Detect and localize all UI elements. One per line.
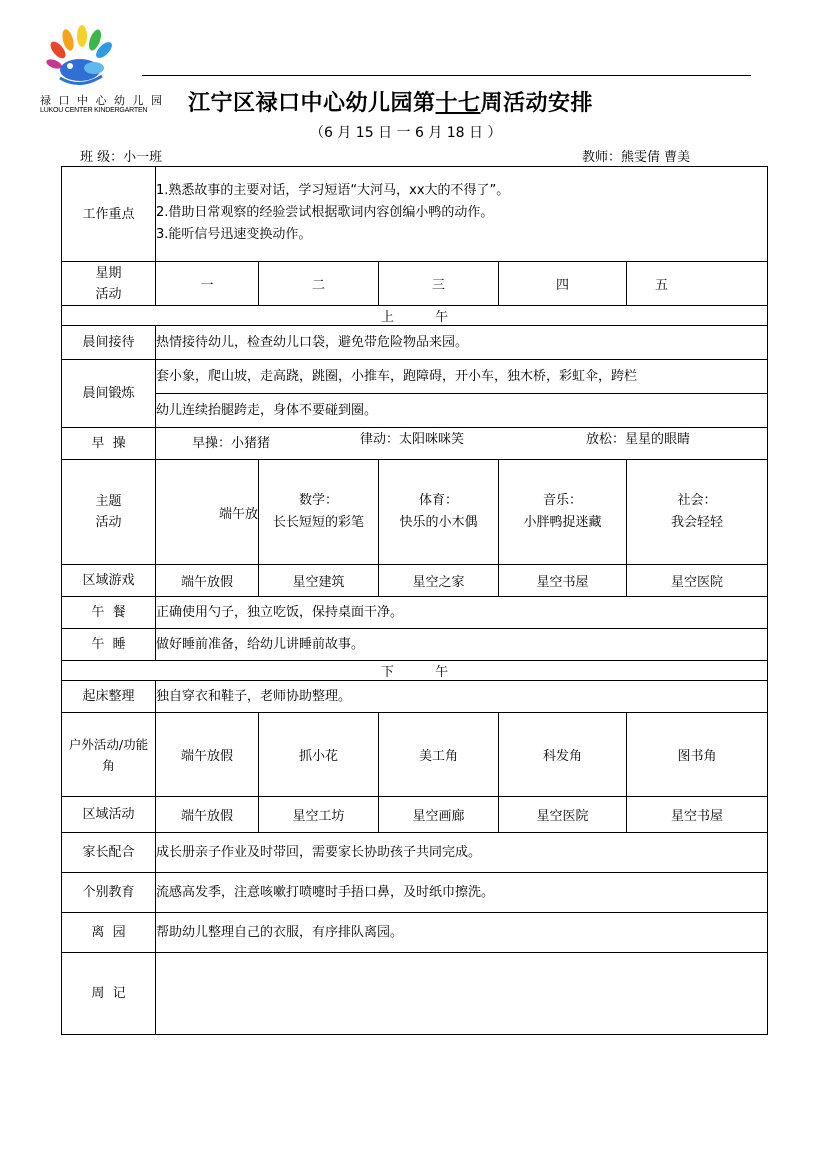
row-morning-section	[62, 306, 768, 326]
date-range: （6 月 15 日 一 6 月 18 日 ）	[310, 125, 502, 141]
theme-label	[62, 460, 156, 565]
theme-cell-line1: 端午放	[218, 506, 258, 522]
weekday-cell: 四	[499, 262, 627, 306]
individual-text: 流感高发季，注意咳嗽打喷嚏时手捂口鼻，及时纸巾擦洗。	[156, 873, 768, 913]
lunch-label: 午 餐	[62, 597, 156, 629]
drill-text: 早操：小猪猪	[192, 436, 271, 451]
theme-cell-line1: 音乐：	[542, 493, 582, 508]
work-focus-content	[156, 167, 768, 262]
area-activities-label: 区域活动	[62, 797, 156, 833]
theme-cell-line1: 数学：	[298, 493, 338, 508]
leaving-label: 离 园	[62, 913, 156, 953]
leaving-text: 帮助幼儿整理自己的衣服，有序排队离园。	[156, 913, 768, 953]
title-suffix: 周活动安排	[480, 90, 594, 116]
morning-exercise-line2: 幼儿连续抬腿跨走，身体不要碰到圈。	[156, 394, 768, 428]
row-parent	[62, 833, 768, 873]
logo-chinese-text: 禄 口 中 心 幼 儿 园	[40, 94, 164, 107]
row-wakeup	[62, 681, 768, 713]
area-games-cell: 星空之家	[379, 565, 499, 597]
row-afternoon-section	[62, 661, 768, 681]
row-area-games	[62, 565, 768, 597]
outdoor-cell: 抓小花	[259, 713, 379, 797]
row-theme	[62, 460, 768, 565]
theme-cell-line2: 快乐的小木偶	[399, 515, 478, 530]
row-morning-reception	[62, 326, 768, 360]
row-individual	[62, 873, 768, 913]
parent-label: 家长配合	[62, 833, 156, 873]
row-weekly-notes	[62, 953, 768, 1035]
row-work-focus	[62, 167, 768, 262]
theme-label-line1: 主题	[95, 494, 122, 509]
weekly-notes-label: 周 记	[62, 953, 156, 1035]
morning-reception-label: 晨间接待	[62, 326, 156, 360]
weekday-cell: 一	[156, 262, 259, 306]
rhythm-text: 律动：太阳咪咪笑	[360, 432, 465, 447]
row-leaving	[62, 913, 768, 953]
theme-cell-line1: 社会：	[677, 493, 717, 508]
teacher-label: 教师：熊雯倩 曹美	[582, 150, 691, 165]
row-area-activities	[62, 797, 768, 833]
area-activities-cell: 端午放假	[156, 797, 259, 833]
area-activities-cell: 星空书屋	[627, 797, 768, 833]
outdoor-cell: 美工角	[379, 713, 499, 797]
schedule-table	[61, 166, 768, 1035]
outdoor-cell: 端午放假	[156, 713, 259, 797]
theme-cell	[499, 460, 627, 565]
morning-section-header: 上 午	[62, 306, 768, 326]
theme-cell	[627, 460, 768, 565]
row-weekdays	[62, 262, 768, 306]
parent-text: 成长册亲子作业及时带回，需要家长协助孩子共同完成。	[156, 833, 768, 873]
theme-cell	[379, 460, 499, 565]
lunch-text: 正确使用勺子，独立吃饭，保持桌面干净。	[156, 597, 768, 629]
relax-text: 放松：星星的眼睛	[586, 432, 691, 447]
row-outdoor	[62, 713, 768, 797]
weekday-header-label	[62, 262, 156, 306]
wakeup-text: 独自穿衣和鞋子，老师协助整理。	[156, 681, 768, 713]
morning-exercise-line1: 套小象，爬山坡，走高跷，跳圈，小推车，跑障碍，开小车，独木桥，彩虹伞，跨栏	[156, 360, 768, 394]
morning-exercise-label: 晨间锻炼	[62, 360, 156, 428]
row-morning-drill	[62, 428, 768, 460]
header-rule	[142, 75, 751, 76]
weekday-cell: 二	[259, 262, 379, 306]
outdoor-cell: 图书角	[627, 713, 768, 797]
nap-label: 午 睡	[62, 629, 156, 661]
area-games-label: 区域游戏	[62, 565, 156, 597]
row-lunch	[62, 597, 768, 629]
area-activities-cell: 星空工坊	[259, 797, 379, 833]
work-focus-item: 2.借助日常观察的经验尝试根据歌词内容创编小鸭的动作。	[156, 205, 494, 220]
outdoor-cell: 科发角	[499, 713, 627, 797]
title-prefix: 江宁区禄口中心幼儿园第	[188, 90, 436, 116]
outdoor-label	[62, 713, 156, 797]
logo-english-text: LUKOU CENTER KINDERGARTEN	[40, 107, 148, 114]
row-nap	[62, 629, 768, 661]
area-activities-cell: 星空医院	[499, 797, 627, 833]
outdoor-label-line1: 户外活动/功能	[68, 736, 149, 752]
work-focus-label: 工作重点	[62, 167, 156, 262]
title-week-number: 十七	[435, 90, 481, 116]
theme-cell-line1: 体育：	[418, 493, 458, 508]
morning-drill-content	[156, 428, 768, 460]
morning-drill-label: 早 操	[62, 428, 156, 460]
weekly-notes-text	[156, 953, 768, 1035]
morning-reception-text: 热情接待幼儿，检查幼儿口袋，避免带危险物品来园。	[156, 326, 768, 360]
wakeup-label: 起床整理	[62, 681, 156, 713]
weekday-label-line1: 星期	[95, 265, 122, 281]
area-games-cell: 星空书屋	[499, 565, 627, 597]
work-focus-item: 3.能听信号迅速变换动作。	[156, 227, 312, 242]
theme-cell-line2: 长长短短的彩笔	[272, 515, 364, 530]
individual-label: 个别教育	[62, 873, 156, 913]
theme-label-line2: 活动	[95, 515, 122, 530]
afternoon-section-header: 下 午	[62, 661, 768, 681]
theme-cell-line2: 我会轻轻	[671, 515, 724, 530]
area-games-cell: 星空建筑	[259, 565, 379, 597]
work-focus-item: 1.熟悉故事的主要对话，学习短语“大河马，xx大的不得了”。	[156, 183, 510, 198]
weekday-cell: 五	[627, 262, 768, 306]
page-title	[188, 86, 593, 117]
area-activities-cell: 星空画廊	[379, 797, 499, 833]
nap-text: 做好睡前准备，给幼儿讲睡前故事。	[156, 629, 768, 661]
outdoor-label-line2: 角	[102, 757, 115, 773]
weekday-label-line2: 活动	[95, 286, 122, 302]
weekday-cell: 三	[379, 262, 499, 306]
theme-cell-line2: 小胖鸭捉迷藏	[523, 515, 602, 530]
row-morning-exercise-1	[62, 360, 768, 394]
class-label: 班 级：小一班	[80, 150, 163, 165]
row-morning-exercise-2	[62, 394, 768, 428]
theme-cell	[259, 460, 379, 565]
area-games-cell: 星空医院	[627, 565, 768, 597]
theme-cell	[156, 460, 259, 565]
area-games-cell: 端午放假	[156, 565, 259, 597]
